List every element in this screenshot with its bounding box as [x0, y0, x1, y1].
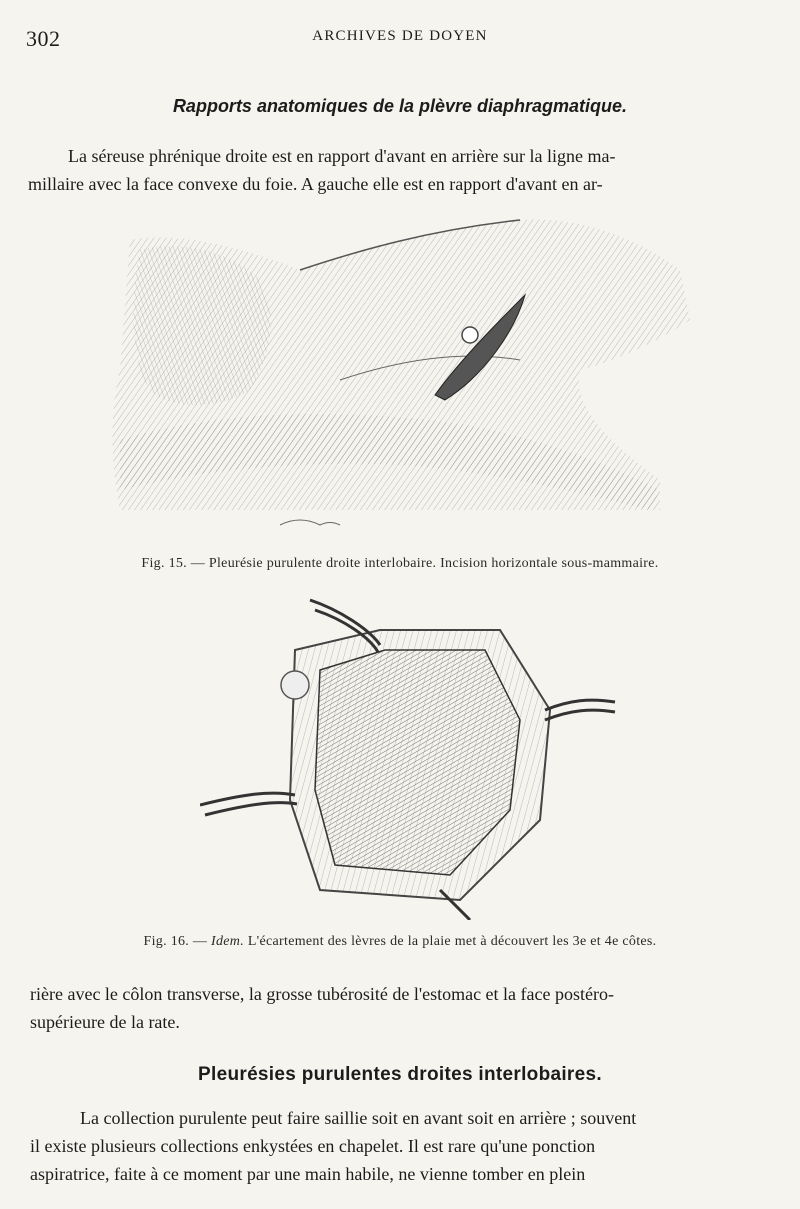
paragraph-line: millaire avec la face convexe du foie. A gauche elle est en rapport d'avant en ar-	[28, 174, 603, 194]
paragraph-1	[28, 142, 768, 198]
figure-15-caption	[0, 556, 800, 572]
paragraph-line: aspiratrice, faite à ce moment par une main habile, ne vienne tomber en plein	[30, 1164, 586, 1184]
page-number: 302	[26, 26, 61, 51]
figure-16-illustration	[200, 590, 620, 920]
figure-16-caption-idem: Idem.	[211, 934, 245, 949]
subsection-title: Pleurésies purulentes droites interlobaires.	[198, 1064, 602, 1085]
paragraph-line: La séreuse phrénique droite est en rapport d'avant en arrière sur la ligne ma-	[68, 146, 616, 166]
figure-15-caption-text: Pleurésie purulente droite interlobaire. Incision horizontale sous-mammaire.	[208, 556, 659, 571]
figure-16-label: Fig. 16. —	[143, 934, 208, 949]
paragraph-line: La collection purulente peut faire saillie soit en avant soit en arrière ; souvent	[80, 1108, 637, 1128]
paragraph-3	[30, 1104, 775, 1188]
running-header	[0, 22, 800, 52]
journal-title: ARCHIVES DE DOYEN	[312, 28, 488, 44]
paragraph-line: rière avec le côlon transverse, la grosse tubérosité de l'estomac et la face postéro-	[30, 984, 614, 1004]
paragraph-2	[30, 980, 775, 1036]
figure-15-illustration	[100, 210, 710, 540]
section-title: Rapports anatomiques de la plèvre diaphragmatique.	[172, 96, 628, 116]
paragraph-line: il existe plusieurs collections enkystées en chapelet. Il est rare qu'une ponction	[30, 1136, 596, 1156]
figure-16-caption	[0, 934, 800, 950]
paragraph-line: supérieure de la rate.	[30, 1012, 180, 1032]
figure-15-label: Fig. 15. —	[141, 556, 206, 571]
figure-16-caption-text: L'écartement des lèvres de la plaie met à découvert les 3e et 4e côtes.	[247, 934, 657, 949]
